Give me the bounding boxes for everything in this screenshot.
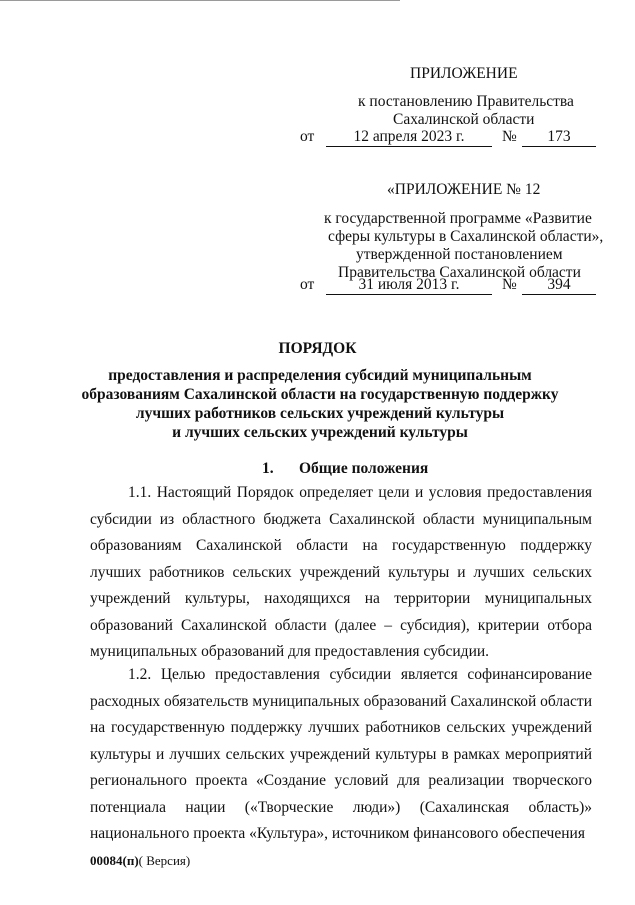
number-sign: № xyxy=(502,128,517,145)
document-title: ПОРЯДОК xyxy=(278,340,357,357)
annex12-line-1: к государственной программе «Развитие xyxy=(324,210,592,227)
annex12-line-2: сферы культуры в Сахалинской области», xyxy=(328,228,604,245)
document-footer xyxy=(90,853,190,869)
date-prefix: от xyxy=(300,276,315,293)
annex-line-2: Сахалинской области xyxy=(393,111,535,128)
annex12-title: «ПРИЛОЖЕНИЕ № 12 xyxy=(387,181,541,198)
section-title: Общие положения xyxy=(299,460,429,477)
date-prefix: от xyxy=(300,128,315,145)
paragraph-text: 1.1. Настоящий Порядок определяет цели и условия предоставления субсидии из областного бюджета Сахалинской области муниципальным образованиям Сахалинской области на государственную поддержку лучших работников сельских учреждений культуры и лучших сельских учреждений культуры, находящихся на территории муниципальных образований Сахалинской области (далее – субсидия), критерии отбора муниципальных образований для предоставления субсидии. xyxy=(90,484,592,660)
date-value: 31 июля 2013 г. xyxy=(326,276,492,295)
scan-edge-line xyxy=(0,0,400,1)
footer-version: ( Версия) xyxy=(138,853,191,868)
footer-code: 00084(п) xyxy=(90,853,139,868)
annex12-line-3: утвержденной постановлением xyxy=(356,246,563,263)
number-value: 173 xyxy=(522,128,596,147)
section-number: 1. xyxy=(262,460,274,477)
number-sign: № xyxy=(502,276,517,293)
paragraph-1-1 xyxy=(90,480,592,666)
number-value: 394 xyxy=(522,276,596,295)
paragraph-text: 1.2. Целью предоставления субсидии является софинансирование расходных обязательств муниципальных образований Сахалинской области на государственную поддержку лучших работников сельских учреждений культуры и лучших сельских учреждений культуры в рамках мероприятий регионального проекта «Создание условий для реализации творческого потенциала нации («Творческие люди») (Сахалинская область)» национального проекта «Культура», источником финансового обеспечения xyxy=(90,666,592,842)
annex-date-row xyxy=(300,128,600,148)
document-subtitle-1: предоставления и распределения субсидий муниципальным xyxy=(108,367,532,384)
annex12-line-4: Правительства Сахалинской области xyxy=(338,264,581,281)
document-subtitle-4: и лучших сельских учреждений культуры xyxy=(172,424,468,441)
document-subtitle-2: образованиям Сахалинской области на государственную поддержку xyxy=(81,386,559,403)
annex-title: ПРИЛОЖЕНИЕ xyxy=(410,65,518,82)
date-value: 12 апреля 2023 г. xyxy=(326,128,492,147)
document-subtitle-3: лучших работников сельских учреждений культуры xyxy=(135,405,505,422)
annex-line-1: к постановлению Правительства xyxy=(358,93,574,110)
annex12-date-row xyxy=(300,276,600,296)
paragraph-1-2 xyxy=(90,662,592,848)
